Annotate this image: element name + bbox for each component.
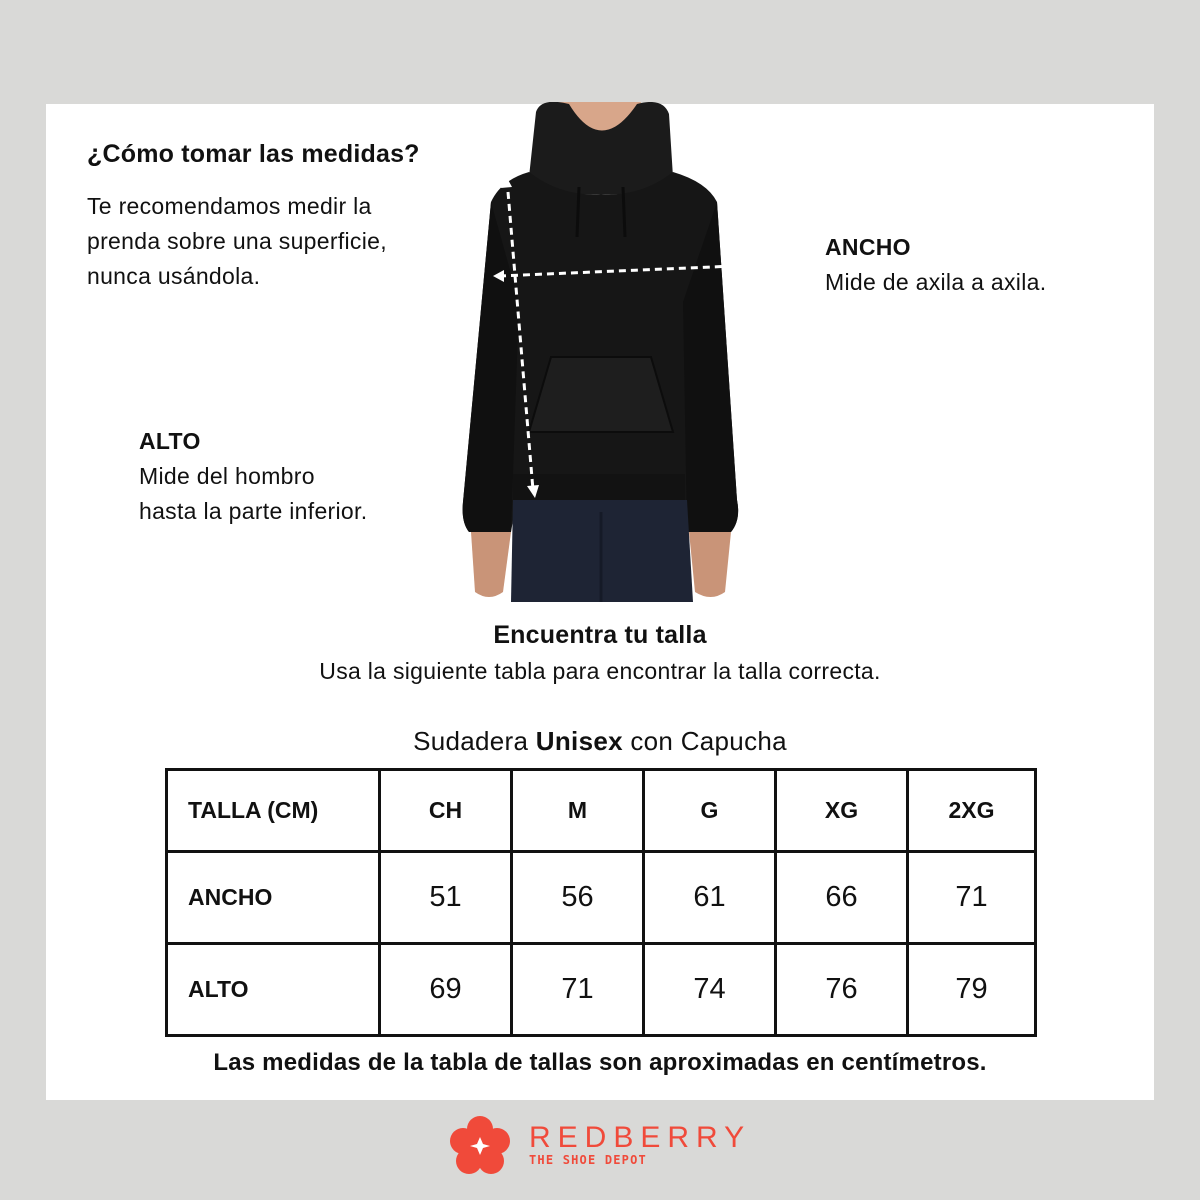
hoodie-model-image xyxy=(441,102,761,602)
caption-post: con Capucha xyxy=(622,726,787,756)
header-cell-g: G xyxy=(644,770,776,852)
table-row-ancho xyxy=(167,852,1036,944)
table-cell: 71 xyxy=(512,944,644,1036)
table-cell: 61 xyxy=(644,852,776,944)
brand-name: REDBERRY xyxy=(529,1121,752,1154)
alto-block xyxy=(139,424,367,529)
row-label-ancho: ANCHO xyxy=(167,852,380,944)
table-note: Las medidas de la tabla de tallas son aproximadas en centímetros. xyxy=(213,1049,987,1076)
alto-title: ALTO xyxy=(139,428,201,454)
find-title: Encuentra tu talla xyxy=(493,621,707,649)
table-cell: 71 xyxy=(908,852,1036,944)
brand-logo xyxy=(449,1115,759,1175)
table-header-row xyxy=(167,770,1036,852)
table-cell: 66 xyxy=(776,852,908,944)
table-cell: 79 xyxy=(908,944,1036,1036)
header-cell-talla: TALLA (CM) xyxy=(167,770,380,852)
alto-line: hasta la parte inferior. xyxy=(139,498,368,524)
row-label-alto: ALTO xyxy=(167,944,380,1036)
intro-line: Te recomendamos medir la xyxy=(87,193,372,219)
caption-pre: Sudadera xyxy=(413,726,536,756)
header-cell-xg: XG xyxy=(776,770,908,852)
alto-line: Mide del hombro xyxy=(139,463,315,489)
flower-logo-icon xyxy=(449,1115,511,1175)
size-guide-card xyxy=(46,104,1154,1100)
size-table xyxy=(165,768,1037,1037)
intro-line: prenda sobre una superficie, xyxy=(87,228,387,254)
header-cell-m: M xyxy=(512,770,644,852)
ancho-title: ANCHO xyxy=(825,234,911,260)
intro-text xyxy=(87,189,387,294)
table-caption xyxy=(46,726,1154,757)
header-cell-ch: CH xyxy=(380,770,512,852)
table-cell: 56 xyxy=(512,852,644,944)
table-cell: 76 xyxy=(776,944,908,1036)
table-row-alto xyxy=(167,944,1036,1036)
ancho-desc: Mide de axila a axila. xyxy=(825,269,1047,295)
ancho-block xyxy=(825,230,1046,300)
caption-bold: Unisex xyxy=(535,726,623,756)
table-cell: 74 xyxy=(644,944,776,1036)
brand-tagline: THE SHOE DEPOT xyxy=(529,1153,647,1167)
find-subtitle: Usa la siguiente tabla para encontrar la talla correcta. xyxy=(319,658,881,684)
header-cell-2xg: 2XG xyxy=(908,770,1036,852)
table-cell: 69 xyxy=(380,944,512,1036)
intro-line: nunca usándola. xyxy=(87,263,261,289)
table-cell: 51 xyxy=(380,852,512,944)
intro-title: ¿Cómo tomar las medidas? xyxy=(87,140,420,168)
